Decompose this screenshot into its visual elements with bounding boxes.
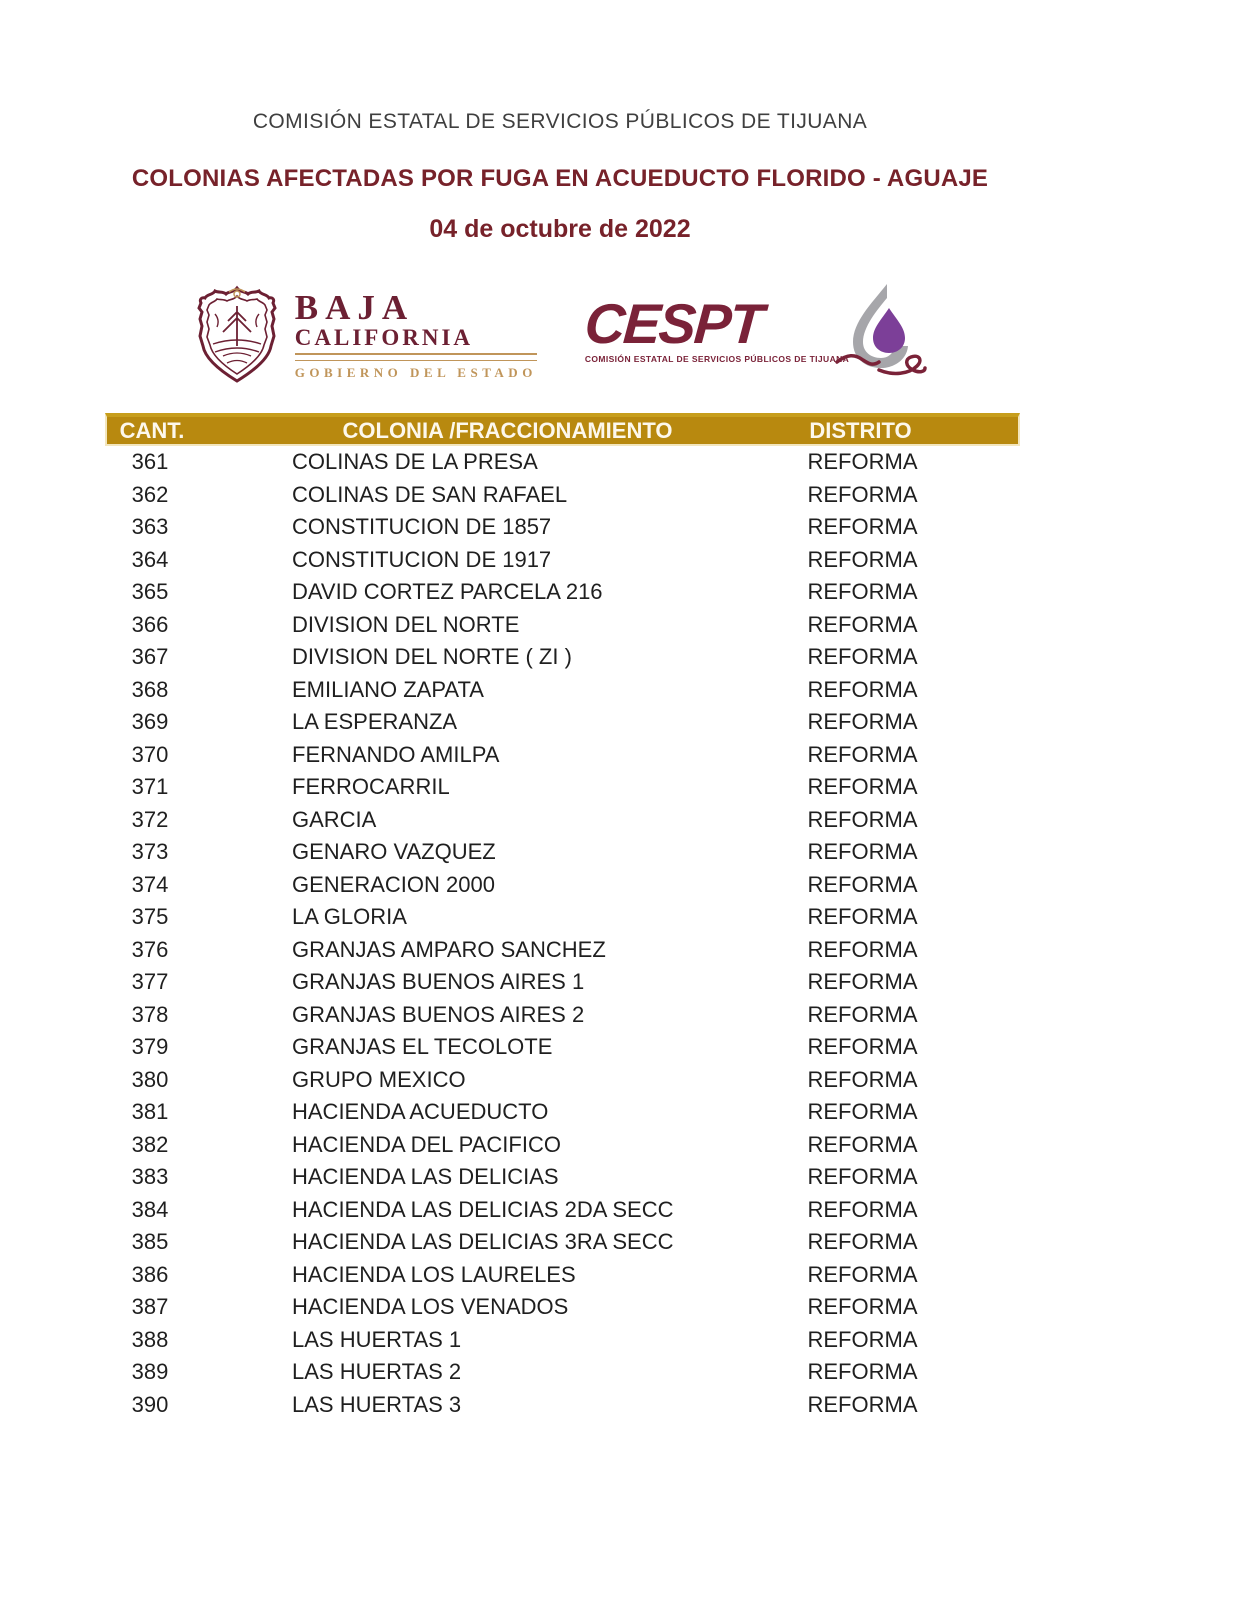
table-row xyxy=(105,1291,1020,1324)
table-row xyxy=(105,1064,1020,1097)
row-distrito: REFORMA xyxy=(807,741,918,767)
row-colonia: GRUPO MEXICO xyxy=(292,1066,466,1092)
row-distrito: REFORMA xyxy=(807,871,918,897)
row-cant: 381 xyxy=(131,1099,169,1125)
table-row xyxy=(105,1259,1020,1292)
row-distrito: REFORMA xyxy=(807,1034,918,1060)
table-row xyxy=(105,544,1020,577)
table-row xyxy=(105,446,1020,479)
table-row xyxy=(105,1324,1020,1357)
row-cant: 363 xyxy=(131,514,169,540)
cespt-acronym: CESPT xyxy=(582,291,764,355)
row-colonia: GARCIA xyxy=(292,806,377,832)
row-distrito: REFORMA xyxy=(807,1359,918,1385)
table-row xyxy=(105,966,1020,999)
row-cant: 379 xyxy=(131,1034,169,1060)
row-cant: 364 xyxy=(131,546,169,572)
row-cant: 366 xyxy=(131,611,169,637)
row-cant: 384 xyxy=(131,1196,169,1222)
table-body xyxy=(105,446,1020,1421)
row-distrito: REFORMA xyxy=(807,1164,918,1190)
baja-wordmark-line1: BAJA xyxy=(294,288,415,327)
row-cant: 376 xyxy=(131,936,169,962)
table-row xyxy=(105,1226,1020,1259)
row-cant: 373 xyxy=(131,839,169,865)
row-distrito: REFORMA xyxy=(807,1326,918,1352)
table-row xyxy=(105,609,1020,642)
row-colonia: FERROCARRIL xyxy=(292,774,450,800)
row-colonia: LAS HUERTAS 2 xyxy=(292,1359,462,1385)
row-cant: 361 xyxy=(131,449,169,475)
table-row xyxy=(105,1031,1020,1064)
table-header-row xyxy=(105,413,1020,446)
row-distrito: REFORMA xyxy=(807,904,918,930)
organization-title: COMISIÓN ESTATAL DE SERVICIOS PÚBLICOS DE TIJUANA xyxy=(252,110,868,133)
table-row xyxy=(105,479,1020,512)
row-distrito: REFORMA xyxy=(807,644,918,670)
row-colonia: HACIENDA ACUEDUCTO xyxy=(292,1099,549,1125)
table-row xyxy=(105,999,1020,1032)
table-row xyxy=(105,706,1020,739)
baja-gold-rule xyxy=(295,353,537,361)
row-cant: 385 xyxy=(131,1229,169,1255)
table-row xyxy=(105,1356,1020,1389)
row-colonia: COLINAS DE LA PRESA xyxy=(292,449,538,475)
table-row xyxy=(105,1389,1020,1422)
row-distrito: REFORMA xyxy=(807,676,918,702)
table-row xyxy=(105,901,1020,934)
row-colonia: GENERACION 2000 xyxy=(292,871,495,897)
row-colonia: COLINAS DE SAN RAFAEL xyxy=(292,481,568,507)
row-colonia: EMILIANO ZAPATA xyxy=(292,676,484,702)
row-cant: 365 xyxy=(131,579,169,605)
row-colonia: GRANJAS BUENOS AIRES 1 xyxy=(292,969,585,995)
row-cant: 378 xyxy=(131,1001,169,1027)
table-row xyxy=(105,1096,1020,1129)
row-cant: 362 xyxy=(131,481,169,507)
row-cant: 377 xyxy=(131,969,169,995)
baja-wordmark-line3: GOBIERNO DEL ESTADO xyxy=(294,365,537,380)
row-colonia: CONSTITUCION DE 1917 xyxy=(292,546,552,572)
row-colonia: FERNANDO AMILPA xyxy=(292,741,500,767)
row-colonia: DIVISION DEL NORTE xyxy=(292,611,520,637)
row-distrito: REFORMA xyxy=(807,1229,918,1255)
table-row xyxy=(105,771,1020,804)
row-colonia: CONSTITUCION DE 1857 xyxy=(292,514,552,540)
table-row xyxy=(105,641,1020,674)
row-colonia: GRANJAS EL TECOLOTE xyxy=(292,1034,553,1060)
header-colonia: COLONIA /FRACCIONAMIENTO xyxy=(342,417,673,443)
cespt-subtitle: COMISIÓN ESTATAL DE SERVICIOS PÚBLICOS DE TIJUANA xyxy=(584,353,850,364)
baja-wordmark-line2: CALIFORNIA xyxy=(294,325,474,350)
row-distrito: REFORMA xyxy=(807,709,918,735)
row-cant: 371 xyxy=(131,774,169,800)
table-row xyxy=(105,576,1020,609)
baja-california-wordmark xyxy=(294,288,537,381)
row-cant: 370 xyxy=(131,741,169,767)
baja-california-coat-of-arms-icon xyxy=(193,284,281,389)
row-colonia: GENARO VAZQUEZ xyxy=(292,839,496,865)
row-cant: 383 xyxy=(131,1164,169,1190)
row-distrito: REFORMA xyxy=(807,481,918,507)
row-colonia: HACIENDA LAS DELICIAS 3RA SECC xyxy=(292,1229,674,1255)
table-row xyxy=(105,934,1020,967)
row-distrito: REFORMA xyxy=(807,1261,918,1287)
row-cant: 382 xyxy=(131,1131,169,1157)
row-distrito: REFORMA xyxy=(807,774,918,800)
logo-row xyxy=(100,286,1020,386)
table-row xyxy=(105,1161,1020,1194)
table-row xyxy=(105,739,1020,772)
row-cant: 380 xyxy=(131,1066,169,1092)
row-colonia: GRANJAS AMPARO SANCHEZ xyxy=(292,936,606,962)
table-row xyxy=(105,511,1020,544)
row-cant: 375 xyxy=(131,904,169,930)
row-distrito: REFORMA xyxy=(807,1196,918,1222)
row-cant: 372 xyxy=(131,806,169,832)
row-cant: 374 xyxy=(131,871,169,897)
cespt-wordmark xyxy=(582,291,850,364)
cespt-logo xyxy=(582,290,927,383)
row-distrito: REFORMA xyxy=(807,514,918,540)
table-row xyxy=(105,869,1020,902)
row-colonia: DAVID CORTEZ PARCELA 216 xyxy=(292,579,603,605)
row-distrito: REFORMA xyxy=(807,1131,918,1157)
row-distrito: REFORMA xyxy=(807,1391,918,1417)
table-row xyxy=(105,1194,1020,1227)
table-row xyxy=(105,674,1020,707)
row-distrito: REFORMA xyxy=(807,1294,918,1320)
row-colonia: LAS HUERTAS 1 xyxy=(292,1326,462,1352)
row-distrito: REFORMA xyxy=(807,546,918,572)
row-cant: 367 xyxy=(131,644,169,670)
document-title: COLONIAS AFECTADAS POR FUGA EN ACUEDUCTO FLORIDO - AGUAJE xyxy=(131,165,989,192)
row-colonia: HACIENDA DEL PACIFICO xyxy=(292,1131,561,1157)
header-cant: CANT. xyxy=(119,417,185,443)
table-row xyxy=(105,804,1020,837)
row-distrito: REFORMA xyxy=(807,839,918,865)
row-colonia: LA ESPERANZA xyxy=(292,709,458,735)
row-cant: 368 xyxy=(131,676,169,702)
page-content xyxy=(100,0,1020,1421)
row-cant: 386 xyxy=(131,1261,169,1287)
row-colonia: GRANJAS BUENOS AIRES 2 xyxy=(292,1001,585,1027)
row-distrito: REFORMA xyxy=(807,969,918,995)
row-cant: 388 xyxy=(131,1326,169,1352)
row-cant: 389 xyxy=(131,1359,169,1385)
row-colonia: LAS HUERTAS 3 xyxy=(292,1391,462,1417)
row-distrito: REFORMA xyxy=(807,936,918,962)
row-colonia: HACIENDA LAS DELICIAS xyxy=(292,1164,559,1190)
row-colonia: LA GLORIA xyxy=(292,904,407,930)
row-cant: 390 xyxy=(131,1391,169,1417)
row-distrito: REFORMA xyxy=(807,1099,918,1125)
row-colonia: HACIENDA LOS VENADOS xyxy=(292,1294,569,1320)
document-date: 04 de octubre de 2022 xyxy=(429,215,691,243)
row-colonia: DIVISION DEL NORTE ( ZI ) xyxy=(292,644,572,670)
colonias-table xyxy=(105,413,1020,1421)
row-distrito: REFORMA xyxy=(807,806,918,832)
row-colonia: HACIENDA LOS LAURELES xyxy=(292,1261,576,1287)
baja-california-logo xyxy=(193,284,537,389)
row-cant: 369 xyxy=(131,709,169,735)
row-distrito: REFORMA xyxy=(807,1001,918,1027)
table-row xyxy=(105,1129,1020,1162)
row-colonia: HACIENDA LAS DELICIAS 2DA SECC xyxy=(292,1196,674,1222)
row-distrito: REFORMA xyxy=(807,611,918,637)
row-distrito: REFORMA xyxy=(807,579,918,605)
table-row xyxy=(105,836,1020,869)
header-distrito: DISTRITO xyxy=(809,417,912,443)
row-distrito: REFORMA xyxy=(807,449,918,475)
row-cant: 387 xyxy=(131,1294,169,1320)
row-distrito: REFORMA xyxy=(807,1066,918,1092)
